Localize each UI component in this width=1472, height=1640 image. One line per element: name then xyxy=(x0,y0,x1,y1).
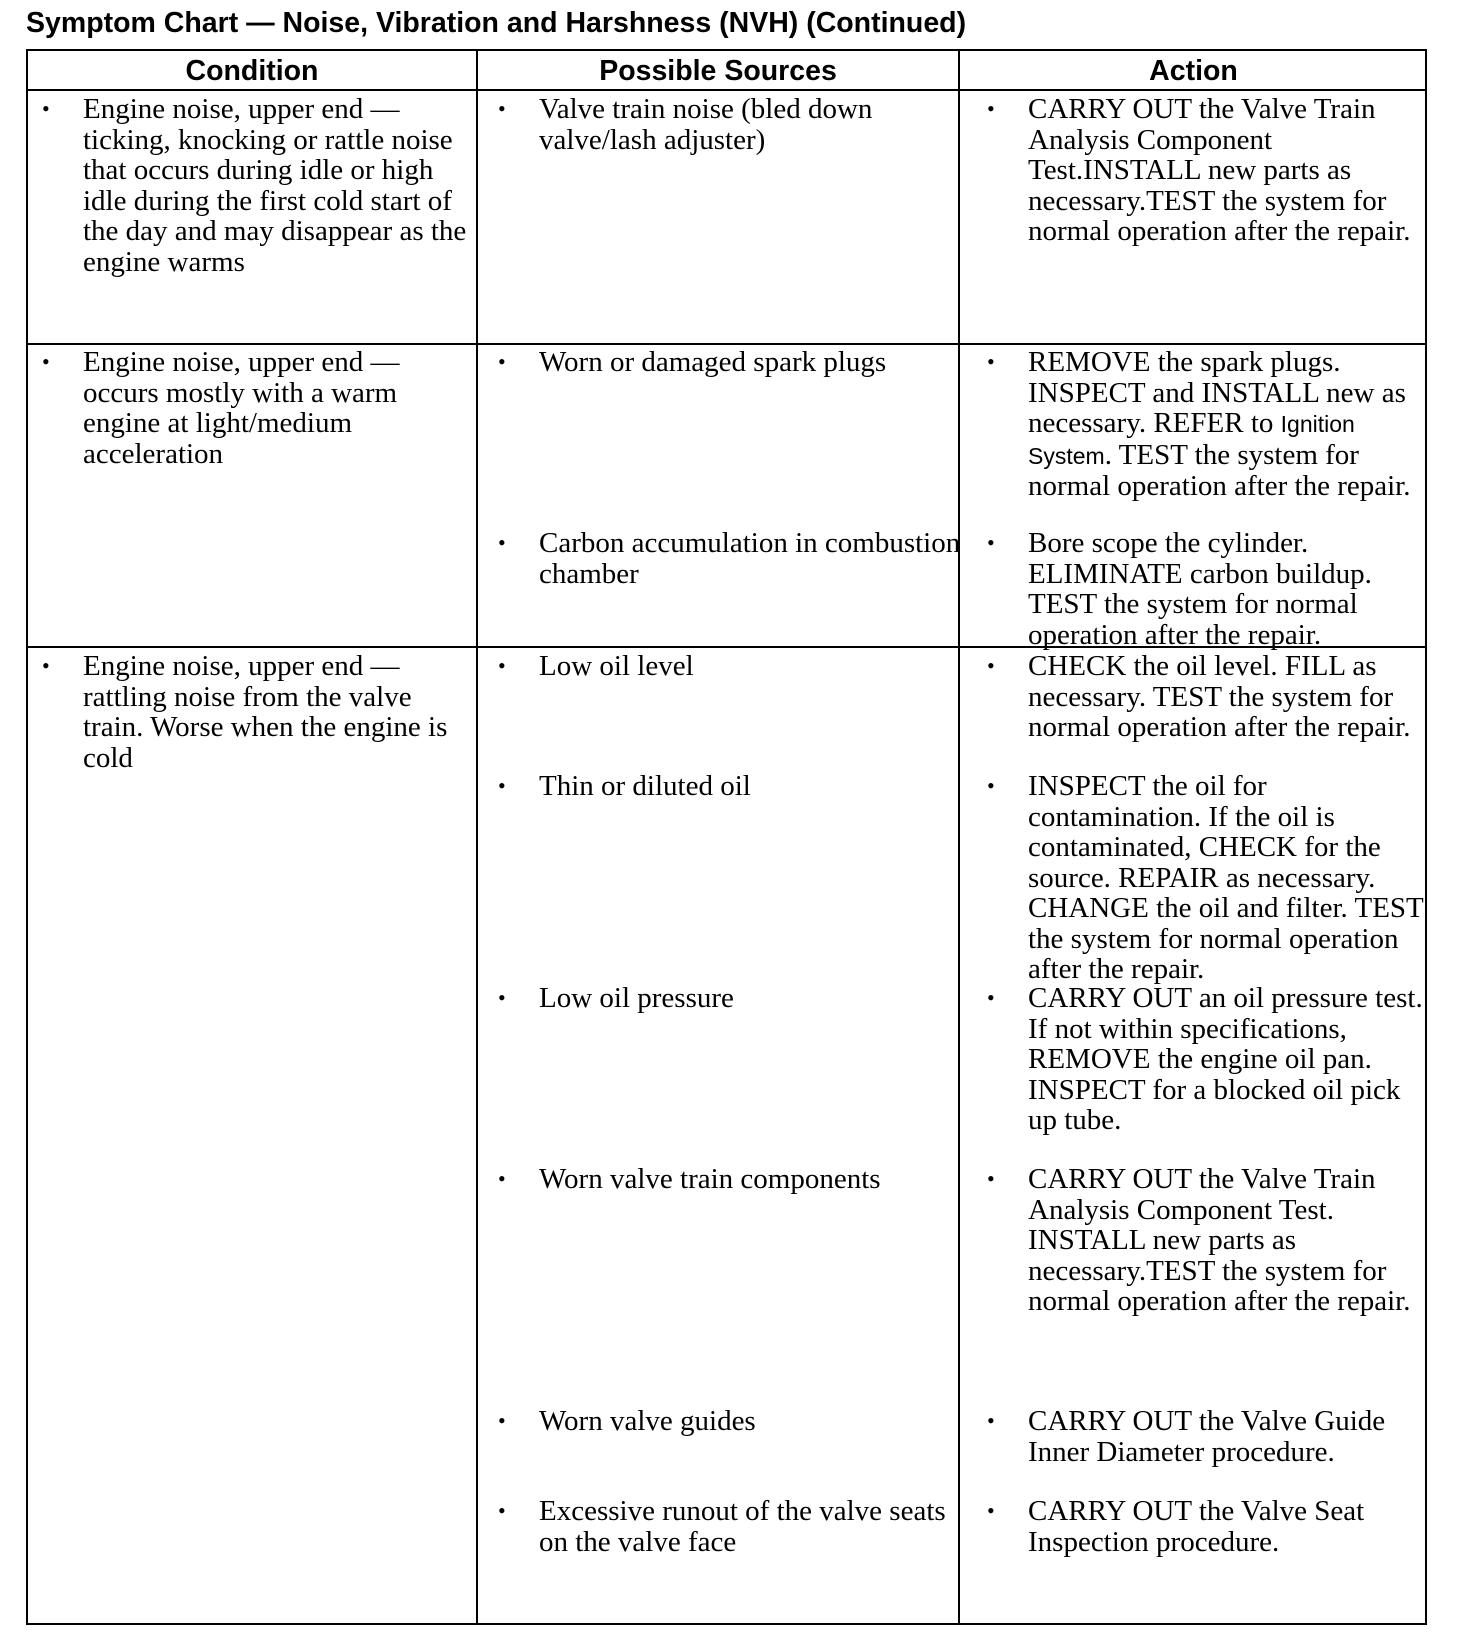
row-divider xyxy=(28,343,1425,345)
source-text: Worn valve guides xyxy=(539,1405,756,1437)
bullet: • xyxy=(987,985,995,1010)
bullet: • xyxy=(987,1166,995,1191)
action-text: CARRY OUT the Valve Train Analysis Component Test. INSTALL new parts as necessary.TEST the system for normal operation after the repair. xyxy=(1028,1163,1411,1317)
source-text: Low oil pressure xyxy=(539,982,734,1014)
bullet: • xyxy=(42,349,50,374)
symptom-table xyxy=(26,49,1427,1625)
action-text: CARRY OUT the Valve Train Analysis Component Test.INSTALL new parts as necessary.TEST the system for normal operation after the repair. xyxy=(1028,93,1411,247)
source-text: Low oil level xyxy=(539,650,694,682)
action-item xyxy=(987,346,1425,502)
column-divider xyxy=(476,51,478,1623)
source-item xyxy=(498,1495,979,1558)
bullet: • xyxy=(987,96,995,121)
bullet: • xyxy=(498,96,506,121)
bullet: • xyxy=(987,1498,995,1523)
bullet: • xyxy=(987,653,995,678)
source-text: Carbon accumulation in combustion chamber xyxy=(539,527,961,590)
source-item xyxy=(498,93,979,156)
action-text: . TEST the system for normal operation after the repair. xyxy=(1028,438,1411,502)
action-item xyxy=(987,1405,1425,1468)
source-item xyxy=(498,527,979,590)
source-text: Valve train noise (bled down valve/lash adjuster) xyxy=(539,93,873,156)
header-action: Action xyxy=(1149,55,1238,87)
header-condition: Condition xyxy=(185,55,319,87)
bullet: • xyxy=(498,349,506,374)
column-divider xyxy=(958,51,960,1623)
bullet: • xyxy=(498,1408,506,1433)
bullet: • xyxy=(987,530,995,555)
action-text: Bore scope the cylinder. ELIMINATE carbon buildup. TEST the system for normal operation after the repair. xyxy=(1028,527,1372,651)
action-text: CARRY OUT the Valve Guide Inner Diameter procedure. xyxy=(1028,1405,1386,1468)
action-item xyxy=(987,1163,1425,1317)
action-text: INSPECT the oil for contamination. If the oil is contaminated, CHECK for the source. REPAIR as necessary. CHANGE the oil and filter. TEST the system for normal operation after the repair. xyxy=(1028,770,1424,985)
condition-cell xyxy=(42,346,468,470)
action-item xyxy=(987,982,1425,1136)
source-item xyxy=(498,770,979,802)
source-text: Worn or damaged spark plugs xyxy=(539,346,887,378)
bullet: • xyxy=(498,773,506,798)
action-text: CHECK the oil level. FILL as necessary. TEST the system for normal operation after the repair. xyxy=(1028,650,1411,743)
condition-text: Engine noise, upper end — ticking, knocking or rattle noise that occurs during idle or high idle during the first cold start of the day and may disappear as the engine warms xyxy=(83,93,467,278)
bullet: • xyxy=(42,653,50,678)
condition-cell xyxy=(42,650,468,774)
action-item xyxy=(987,650,1425,743)
source-item xyxy=(498,982,979,1014)
action-text: REMOVE the spark plugs. INSPECT and INSTALL new as necessary. REFER to xyxy=(1028,346,1406,439)
bullet: • xyxy=(498,1166,506,1191)
source-item xyxy=(498,1405,979,1437)
condition-text: Engine noise, upper end — rattling noise from the valve train. Worse when the engine is cold xyxy=(83,650,448,774)
bullet: • xyxy=(498,653,506,678)
source-item xyxy=(498,650,979,682)
source-item xyxy=(498,1163,979,1195)
page-title: Symptom Chart — Noise, Vibration and Harshness (NVH) (Continued) xyxy=(26,7,967,39)
bullet: • xyxy=(987,773,995,798)
condition-text: Engine noise, upper end — occurs mostly with a warm engine at light/medium acceleration xyxy=(83,346,400,470)
bullet: • xyxy=(987,1408,995,1433)
source-item xyxy=(498,346,979,378)
header-possible-sources: Possible Sources xyxy=(599,55,837,87)
ignition-system-reference: Ignition System xyxy=(1028,411,1355,469)
bullet: • xyxy=(498,530,506,555)
action-text: CARRY OUT the Valve Seat Inspection procedure. xyxy=(1028,1495,1365,1558)
bullet: • xyxy=(498,1498,506,1523)
source-text: Thin or diluted oil xyxy=(539,770,751,802)
action-item xyxy=(987,527,1425,651)
bullet: • xyxy=(498,985,506,1010)
action-item xyxy=(987,770,1425,985)
action-item xyxy=(987,1495,1425,1558)
bullet: • xyxy=(987,349,995,374)
bullet: • xyxy=(42,96,50,121)
condition-cell xyxy=(42,93,468,278)
action-item xyxy=(987,93,1425,247)
action-text: CARRY OUT an oil pressure test. If not within specifications, REMOVE the engine oil pan. INSPECT for a blocked oil pick up tube. xyxy=(1028,982,1423,1136)
source-text: Excessive runout of the valve seats on the valve face xyxy=(539,1495,946,1558)
source-text: Worn valve train components xyxy=(539,1163,881,1195)
